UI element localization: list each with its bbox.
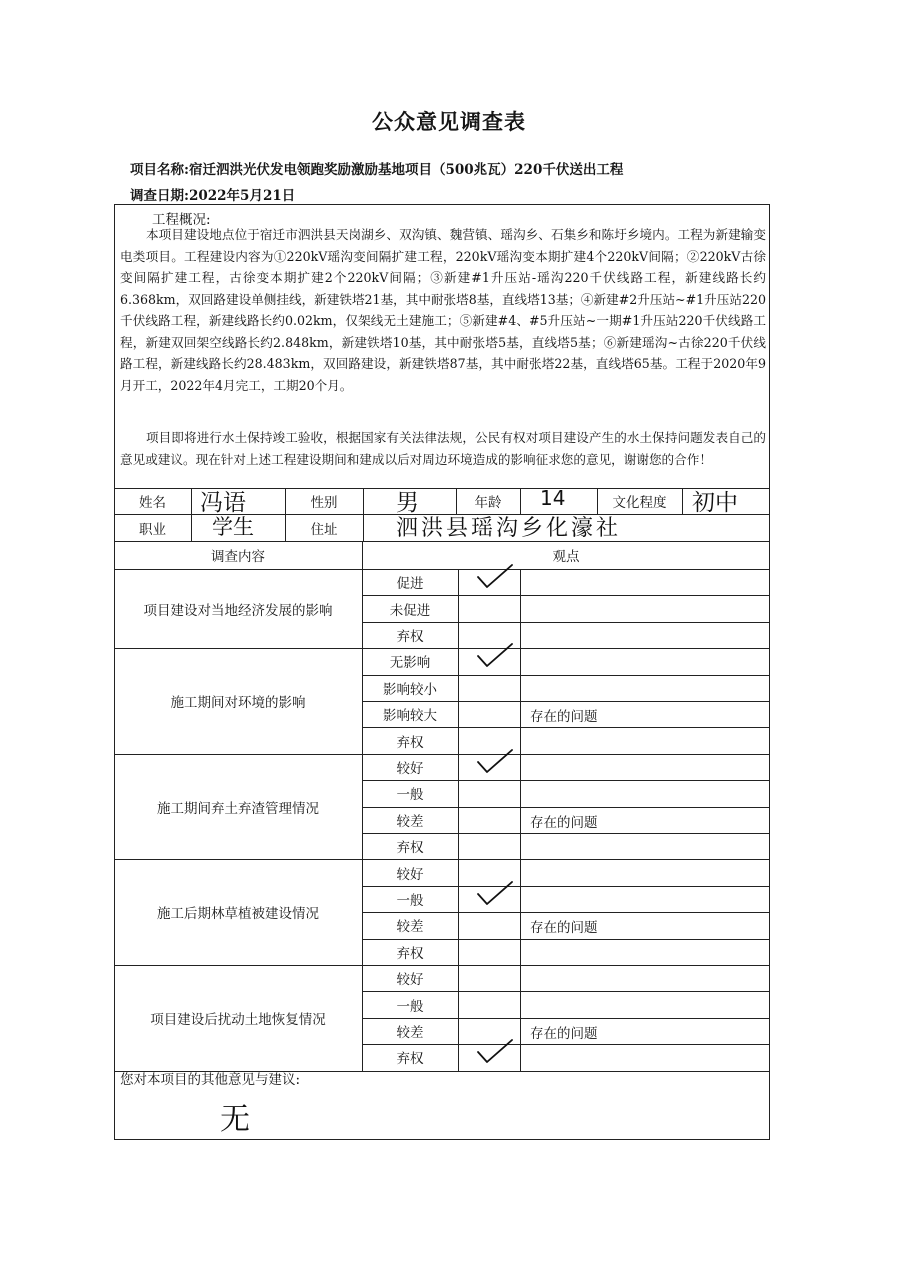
- survey-date-value: 2022年5月21日: [188, 188, 296, 204]
- suggestions-answer: 无: [220, 1102, 250, 1137]
- overview-notice: 项目即将进行水土保持竣工验收，根据国家有关法律法规，公民有权对项目建设产生的水土保持问题发表自己的意见或建议。现在针对上述工程建设期间和建成以后对周边环境造成的影响征求您的意见，谢谢您的合作！: [120, 430, 766, 467]
- option-label: 较好: [396, 760, 424, 777]
- option-label: 影响较小: [383, 681, 437, 698]
- age-label: 年龄: [474, 495, 502, 511]
- option-label: 影响较大: [383, 708, 437, 725]
- option-label: 无影响: [389, 655, 431, 672]
- name-value: 冯语: [200, 490, 246, 516]
- checkmark-icon: [476, 1038, 516, 1066]
- address-label: 住址: [310, 521, 338, 538]
- education-value: 初中: [692, 490, 738, 516]
- option-label: 弃权: [396, 1051, 424, 1068]
- info-divider: [363, 488, 364, 541]
- project-name: 宿迁泗洪光伏发电领跑奖励激励基地项目（500兆瓦）220千伏送出工程: [188, 162, 624, 178]
- option-label: 弃权: [396, 628, 424, 645]
- education-label: 文化程度: [612, 495, 667, 511]
- question-cell: 施工后期林草植被建设情况: [157, 906, 319, 923]
- age-value: 14: [540, 486, 566, 510]
- question-cell: 项目建设后扰动土地恢复情况: [150, 1011, 326, 1028]
- option-label: 较好: [396, 972, 424, 989]
- gender-value: 男: [396, 490, 419, 516]
- checkmark-icon: [476, 642, 516, 670]
- option-label: 一般: [396, 998, 424, 1015]
- checkmark-icon: [476, 748, 516, 776]
- option-label: 弃权: [396, 945, 424, 962]
- option-check-cell[interactable]: [458, 595, 520, 621]
- info-divider: [191, 488, 192, 541]
- survey-date-label: 调查日期:: [130, 188, 189, 204]
- issue-label: 存在的问题: [530, 814, 598, 831]
- option-check-cell[interactable]: [458, 991, 520, 1017]
- col-content-header: 调查内容: [211, 549, 265, 565]
- option-label: 较好: [396, 866, 424, 883]
- info-divider: [682, 488, 683, 514]
- issue-label: 存在的问题: [530, 1025, 598, 1042]
- option-label: 较差: [396, 919, 424, 936]
- overview-heading: 工程概况:: [152, 212, 211, 228]
- option-label: 较差: [396, 1024, 424, 1041]
- option-label: 一般: [396, 787, 424, 804]
- issue-label: 存在的问题: [530, 920, 598, 937]
- survey-date-line: [130, 184, 295, 204]
- name-label: 姓名: [139, 495, 166, 511]
- overview-text: 本项目建设地点位于宿迁市泗洪县天岗湖乡、双沟镇、魏营镇、瑶沟乡、石集乡和陈圩乡境内。工程为新建输变电类项目。工程建设内容为①220kV瑶沟变间隔扩建工程，220kV瑶沟变本期扩建4个220kV间隔；②220kV古徐变间隔扩建工程，古徐变本期扩建2个220kV间隔；③新建#1升压站-瑶沟220千伏线路工程，新建线路长约6.368km，双回路建设单侧挂线，新建铁塔21基，其中耐张塔8基，直线塔13基；④新建#2升压站~#1升压站220千伏线路工程，新建线路长约0.02km，仅架线无土建施工；⑤新建#4、#5升压站~一期#1升压站220千伏线路工程，新建双回架空线路长约2.848km，新建铁塔10基，其中耐张塔5基，直线塔5基；⑥新建瑶沟~古徐220千伏线路工程，新建线路长约28.483km，双回路建设，新建铁塔87基，其中耐张塔22基，直线塔65基。工程于2020年9月开工，2022年4月完工，工期20个月。: [120, 227, 766, 393]
- address-value: 泗洪县瑶沟乡化濠社: [396, 516, 622, 541]
- gender-label: 性别: [310, 495, 338, 511]
- col-opinion-header: 观点: [552, 549, 580, 565]
- issue-label: 存在的问题: [530, 709, 598, 725]
- project-label: 项目名称:: [130, 162, 189, 178]
- occupation-label: 职业: [139, 521, 166, 538]
- option-check-cell[interactable]: [458, 965, 520, 991]
- option-check-cell[interactable]: [458, 833, 520, 859]
- option-check-cell[interactable]: [458, 807, 520, 833]
- option-label: 弃权: [396, 734, 424, 751]
- form-title: 公众意见调查表: [372, 109, 526, 134]
- option-check-cell[interactable]: [458, 780, 520, 806]
- occupation-value: 学生: [212, 515, 254, 539]
- option-check-cell[interactable]: [458, 675, 520, 701]
- table-divider: [520, 569, 521, 1071]
- option-label: 未促进: [389, 602, 431, 619]
- option-label: 弃权: [396, 840, 424, 857]
- checkmark-icon: [476, 880, 516, 908]
- question-cell: 施工期间对环境的影响: [170, 694, 306, 711]
- option-check-cell[interactable]: [458, 912, 520, 938]
- question-cell: 项目建设对当地经济发展的影响: [143, 602, 333, 619]
- question-cell: 施工期间弃土弃渣管理情况: [157, 800, 319, 817]
- suggestions-label: 您对本项目的其他意见与建议:: [120, 1072, 301, 1088]
- option-label: 较差: [396, 813, 424, 830]
- option-label: 促进: [396, 576, 424, 593]
- option-label: 一般: [396, 892, 424, 909]
- option-check-cell[interactable]: [458, 939, 520, 965]
- checkmark-icon: [476, 563, 516, 591]
- project-line: [130, 158, 623, 178]
- option-check-cell[interactable]: [458, 701, 520, 727]
